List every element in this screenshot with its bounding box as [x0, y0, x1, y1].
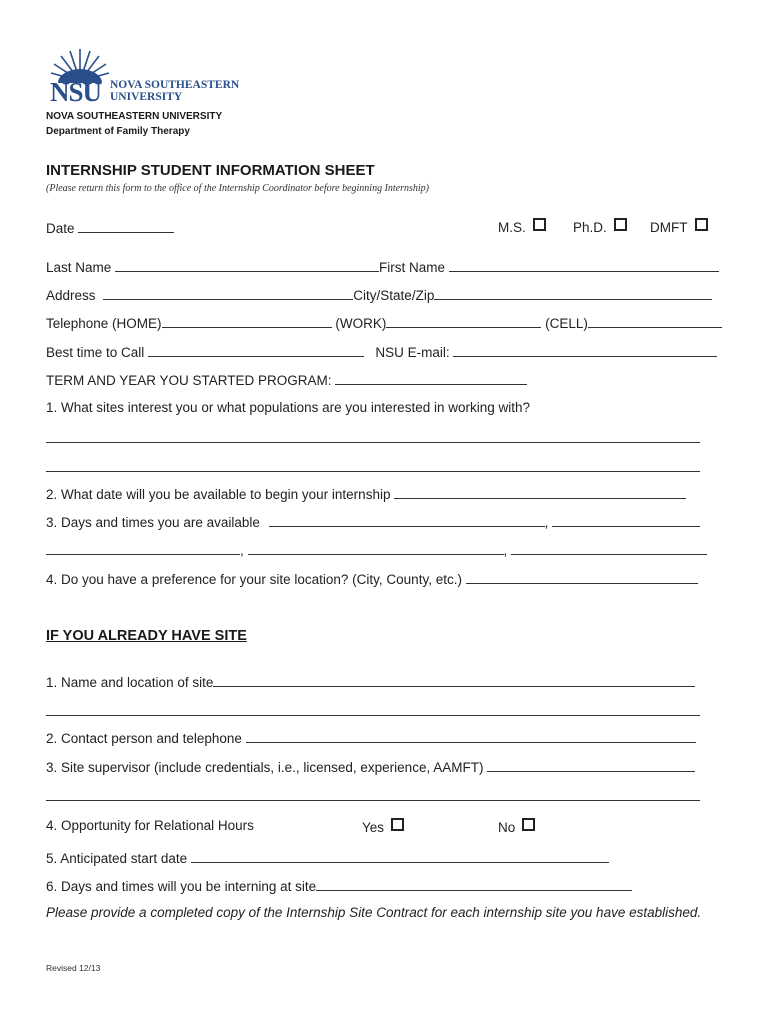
start-date-field[interactable]: [46, 849, 609, 866]
ms-option[interactable]: [498, 218, 546, 235]
city-state-zip-line[interactable]: [434, 286, 712, 300]
address-field[interactable]: [46, 286, 712, 303]
address-line[interactable]: [103, 286, 353, 300]
question-3-line-2[interactable]: [552, 513, 700, 527]
term-year-label: TERM AND YEAR YOU STARTED PROGRAM:: [46, 373, 332, 388]
contact-label: 2. Contact person and telephone: [46, 731, 242, 746]
no-checkbox[interactable]: [522, 818, 535, 831]
nsu-email-label: NSU E-mail:: [375, 345, 450, 360]
no-label: No: [498, 820, 516, 835]
telephone-home-label: Telephone (HOME): [46, 316, 162, 331]
page-subtitle: (Please return this form to the office of the Internship Coordinator before beginning Internship): [46, 183, 430, 194]
relational-hours-label: 4. Opportunity for Relational Hours: [46, 818, 254, 833]
question-3-more[interactable]: , ,: [46, 541, 707, 558]
university-name: NOVA SOUTHEASTERN UNIVERSITY: [46, 111, 223, 122]
logo-mark: NSU: [50, 77, 102, 107]
question-2-field[interactable]: [46, 485, 686, 502]
contract-note: Please provide a completed copy of the Internship Site Contract for each internship site you have established.: [46, 905, 702, 920]
supervisor-line-2[interactable]: [46, 800, 700, 801]
interning-times-line[interactable]: [316, 877, 632, 891]
ms-checkbox[interactable]: [533, 218, 546, 231]
best-time-field[interactable]: [46, 343, 717, 360]
question-3-line-5[interactable]: [511, 541, 707, 555]
dmft-label: DMFT: [650, 220, 688, 235]
last-name-line[interactable]: [115, 258, 379, 272]
site-name-label: 1. Name and location of site: [46, 675, 214, 690]
dmft-checkbox[interactable]: [695, 218, 708, 231]
question-3-line-3[interactable]: [46, 541, 240, 555]
work-label: (WORK): [335, 316, 387, 331]
question-2-line[interactable]: [394, 485, 686, 499]
supervisor-line-1[interactable]: [487, 758, 695, 772]
telephone-field[interactable]: [46, 314, 722, 331]
dmft-option[interactable]: [650, 218, 708, 235]
first-name-label: First Name: [379, 260, 446, 275]
interning-times-label: 6. Days and times will you be interning at site: [46, 879, 317, 894]
yes-option[interactable]: [362, 818, 404, 835]
last-name-field[interactable]: [46, 258, 719, 275]
site-name-field[interactable]: [46, 673, 695, 690]
last-name-label: Last Name: [46, 260, 112, 275]
question-1-line-1[interactable]: [46, 442, 700, 443]
date-line[interactable]: [78, 219, 174, 233]
revision-date: Revised 12/13: [46, 963, 101, 973]
nsu-email-line[interactable]: [453, 343, 717, 357]
question-4-line[interactable]: [466, 570, 698, 584]
term-year-field[interactable]: [46, 371, 527, 388]
interning-times-field[interactable]: [46, 877, 632, 894]
first-name-line[interactable]: [449, 258, 719, 272]
address-label: Address: [46, 288, 96, 303]
yes-checkbox[interactable]: [391, 818, 404, 831]
cell-line[interactable]: [588, 314, 722, 328]
contact-field[interactable]: [46, 729, 696, 746]
best-time-line[interactable]: [148, 343, 364, 357]
site-section-heading: IF YOU ALREADY HAVE SITE: [46, 628, 247, 644]
logo-line2: UNIVERSITY: [110, 91, 183, 103]
ms-label: M.S.: [498, 220, 526, 235]
phd-option[interactable]: [573, 218, 627, 235]
supervisor-label: 3. Site supervisor (include credentials, i.e., licensed, experience, AAMFT): [46, 760, 484, 775]
question-3-line-4[interactable]: [248, 541, 504, 555]
question-4: 4. Do you have a preference for your site location? (City, County, etc.): [46, 572, 462, 587]
start-date-line[interactable]: [191, 849, 609, 863]
site-name-line-1[interactable]: [213, 673, 695, 687]
phd-checkbox[interactable]: [614, 218, 627, 231]
question-3: 3. Days and times you are available: [46, 515, 260, 530]
question-4-field[interactable]: [46, 570, 698, 587]
question-3-line-1[interactable]: [269, 513, 545, 527]
nsu-logo: [50, 47, 250, 105]
date-label: Date: [46, 221, 75, 236]
work-line[interactable]: [386, 314, 541, 328]
question-1-line-2[interactable]: [46, 471, 700, 472]
telephone-home-line[interactable]: [162, 314, 332, 328]
contact-line[interactable]: [246, 729, 696, 743]
best-time-label: Best time to Call: [46, 345, 145, 360]
department-name: Department of Family Therapy: [46, 126, 190, 137]
supervisor-field[interactable]: [46, 758, 695, 775]
question-3-field[interactable]: 3. Days and times you are available ,: [46, 513, 700, 530]
cell-label: (CELL): [545, 316, 588, 331]
term-year-line[interactable]: [335, 371, 527, 385]
site-name-line-2[interactable]: [46, 715, 700, 716]
city-state-zip-label: City/State/Zip: [353, 288, 435, 303]
phd-label: Ph.D.: [573, 220, 607, 235]
yes-label: Yes: [362, 820, 385, 835]
logo-line1: NOVA SOUTHEASTERN: [110, 79, 240, 91]
date-field[interactable]: [46, 219, 174, 236]
question-1: 1. What sites interest you or what populations are you interested in working with?: [46, 400, 531, 415]
page-title: INTERNSHIP STUDENT INFORMATION SHEET: [46, 162, 375, 179]
no-option[interactable]: [498, 818, 535, 835]
question-2: 2. What date will you be available to begin your internship: [46, 487, 391, 502]
start-date-label: 5. Anticipated start date: [46, 851, 188, 866]
